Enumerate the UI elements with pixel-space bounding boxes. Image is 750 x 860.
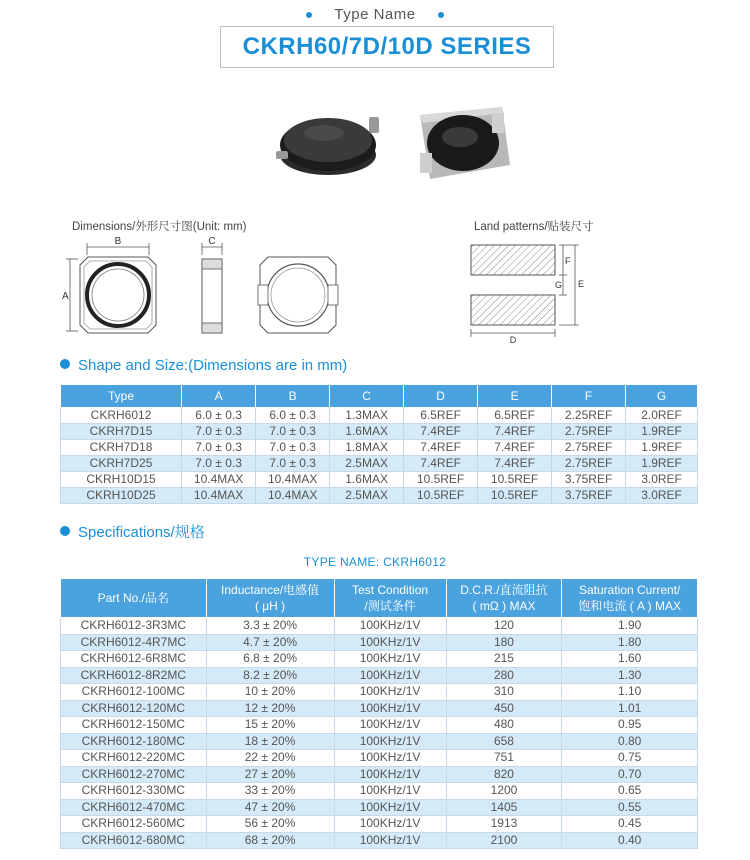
table-cell: 1.9REF <box>626 424 698 440</box>
table-cell: 10 ± 20% <box>206 684 334 701</box>
table-cell: 2.0REF <box>626 408 698 424</box>
table-cell: 10.4MAX <box>182 472 256 488</box>
table-cell: 215 <box>446 651 562 668</box>
table-cell: 2100 <box>446 832 562 849</box>
table-row <box>61 440 698 456</box>
table-cell: CKRH6012-470MC <box>61 799 207 816</box>
table-cell: 2.5MAX <box>330 488 404 504</box>
dimensions-caption: Dimensions/外形尺寸图(Unit: mm) <box>72 221 247 233</box>
table-cell: CKRH6012-150MC <box>61 717 207 734</box>
table-cell: 100KHz/1V <box>334 799 446 816</box>
table-cell: 7.0 ± 0.3 <box>256 424 330 440</box>
land-label-d: D <box>509 335 517 345</box>
table-cell: 100KHz/1V <box>334 634 446 651</box>
table-cell: 2.75REF <box>552 456 626 472</box>
table-row <box>61 618 698 635</box>
table-cell: CKRH6012 <box>61 408 182 424</box>
table-cell: 3.0REF <box>626 472 698 488</box>
table-cell: 3.75REF <box>552 488 626 504</box>
table-cell: CKRH7D18 <box>61 440 182 456</box>
table-cell: 1.60 <box>562 651 698 668</box>
table-cell: 7.0 ± 0.3 <box>182 456 256 472</box>
table-row <box>61 472 698 488</box>
table-cell: 3.0REF <box>626 488 698 504</box>
table-cell: 100KHz/1V <box>334 717 446 734</box>
table-cell: 68 ± 20% <box>206 832 334 849</box>
land-label-e: E <box>578 279 585 289</box>
table-cell: 100KHz/1V <box>334 832 446 849</box>
table-cell: 10.5REF <box>404 488 478 504</box>
table-cell: 100KHz/1V <box>334 651 446 668</box>
table-cell: CKRH10D25 <box>61 488 182 504</box>
table-cell: 1.6MAX <box>330 472 404 488</box>
table-cell: 7.0 ± 0.3 <box>256 440 330 456</box>
shape-size-title: Shape and Size:(Dimensions are in mm) <box>78 357 348 374</box>
table-cell: 10.4MAX <box>256 472 330 488</box>
table-cell: 33 ± 20% <box>206 783 334 800</box>
table-cell: 0.45 <box>562 816 698 833</box>
table-cell: 180 <box>446 634 562 651</box>
bullet-dot-icon <box>60 526 70 536</box>
table-cell: 1.30 <box>562 667 698 684</box>
table-row <box>61 766 698 783</box>
table-cell: 6.8 ± 20% <box>206 651 334 668</box>
table-cell: 280 <box>446 667 562 684</box>
table-cell: 100KHz/1V <box>334 816 446 833</box>
column-header: Type <box>61 385 182 408</box>
table-row <box>61 733 698 750</box>
table-cell: 7.0 ± 0.3 <box>256 456 330 472</box>
dim-label-b: B <box>114 236 122 247</box>
table-cell: CKRH10D15 <box>61 472 182 488</box>
table-cell: 27 ± 20% <box>206 766 334 783</box>
table-cell: 6.5REF <box>478 408 552 424</box>
shape-size-heading <box>60 357 347 374</box>
table-cell: 18 ± 20% <box>206 733 334 750</box>
table-cell: 10.4MAX <box>182 488 256 504</box>
table-cell: CKRH6012-680MC <box>61 832 207 849</box>
table-cell: 56 ± 20% <box>206 816 334 833</box>
type-name-row <box>0 6 750 26</box>
bullet-dot-icon <box>60 359 70 369</box>
table-cell: CKRH6012-8R2MC <box>61 667 207 684</box>
table-cell: 3.3 ± 20% <box>206 618 334 635</box>
table-cell: 4.7 ± 20% <box>206 634 334 651</box>
table-cell: 7.4REF <box>404 424 478 440</box>
spec-type-name: TYPE NAME: CKRH6012 <box>303 555 447 569</box>
table-cell: 15 ± 20% <box>206 717 334 734</box>
table-cell: 2.5MAX <box>330 456 404 472</box>
table-cell: 100KHz/1V <box>334 618 446 635</box>
table-cell: 22 ± 20% <box>206 750 334 767</box>
table-cell: 1.90 <box>562 618 698 635</box>
table-row <box>61 816 698 833</box>
table-row <box>61 456 698 472</box>
table-cell: 0.55 <box>562 799 698 816</box>
column-header: Inductance/电感值 ( μH ) <box>206 579 334 618</box>
table-cell: 1.8MAX <box>330 440 404 456</box>
table-row <box>61 783 698 800</box>
table-cell: CKRH6012-220MC <box>61 750 207 767</box>
table-row <box>61 684 698 701</box>
table-cell: 8.2 ± 20% <box>206 667 334 684</box>
table-cell: CKRH6012-100MC <box>61 684 207 701</box>
table-cell: 0.40 <box>562 832 698 849</box>
column-header: Saturation Current/ 饱和电流 ( A ) MAX <box>562 579 698 618</box>
table-cell: 100KHz/1V <box>334 700 446 717</box>
product-photo-round <box>276 117 379 175</box>
type-name-label: Type Name <box>334 6 416 23</box>
table-cell: 0.70 <box>562 766 698 783</box>
table-cell: 2.75REF <box>552 440 626 456</box>
column-header: Part No./品名 <box>61 579 207 618</box>
table-cell: 100KHz/1V <box>334 766 446 783</box>
table-cell: 751 <box>446 750 562 767</box>
bottom-view <box>258 257 338 333</box>
table-row <box>61 424 698 440</box>
product-photo-square <box>420 107 510 179</box>
dim-label-a: A <box>62 291 69 302</box>
table-cell: CKRH6012-270MC <box>61 766 207 783</box>
column-header: G <box>626 385 698 408</box>
product-photos <box>270 95 530 185</box>
table-cell: CKRH6012-330MC <box>61 783 207 800</box>
table-cell: 7.4REF <box>478 456 552 472</box>
column-header: C <box>330 385 404 408</box>
land-pad-top <box>471 245 555 275</box>
table-cell: 120 <box>446 618 562 635</box>
table-row <box>61 832 698 849</box>
table-cell: 1.10 <box>562 684 698 701</box>
table-row <box>61 700 698 717</box>
table-cell: 7.0 ± 0.3 <box>182 424 256 440</box>
land-pad-bottom <box>471 295 555 325</box>
specifications-table <box>60 578 698 849</box>
table-cell: 1200 <box>446 783 562 800</box>
column-header: D.C.R./直流阻抗 ( mΩ ) MAX <box>446 579 562 618</box>
table-cell: 10.5REF <box>478 488 552 504</box>
table-cell: 2.75REF <box>552 424 626 440</box>
table-cell: 450 <box>446 700 562 717</box>
table-cell: 47 ± 20% <box>206 799 334 816</box>
table-cell: 1.80 <box>562 634 698 651</box>
table-cell: 100KHz/1V <box>334 667 446 684</box>
table-cell: 10.5REF <box>478 472 552 488</box>
table-header-row <box>61 579 698 618</box>
column-header: D <box>404 385 478 408</box>
table-cell: 7.4REF <box>478 424 552 440</box>
table-cell: 480 <box>446 717 562 734</box>
table-row <box>61 750 698 767</box>
side-view <box>202 243 222 333</box>
table-cell: 0.95 <box>562 717 698 734</box>
dimension-drawing <box>60 235 360 340</box>
table-cell: 1.01 <box>562 700 698 717</box>
table-cell: 1913 <box>446 816 562 833</box>
table-row <box>61 651 698 668</box>
table-cell: CKRH7D15 <box>61 424 182 440</box>
table-row <box>61 799 698 816</box>
table-cell: 7.0 ± 0.3 <box>182 440 256 456</box>
column-header: B <box>256 385 330 408</box>
table-cell: 6.0 ± 0.3 <box>182 408 256 424</box>
table-cell: 12 ± 20% <box>206 700 334 717</box>
table-cell: 658 <box>446 733 562 750</box>
table-cell: 100KHz/1V <box>334 783 446 800</box>
table-cell: 100KHz/1V <box>334 733 446 750</box>
table-row <box>61 717 698 734</box>
table-cell: 0.75 <box>562 750 698 767</box>
table-cell: 1.9REF <box>626 456 698 472</box>
table-cell: 0.65 <box>562 783 698 800</box>
table-cell: 3.75REF <box>552 472 626 488</box>
land-patterns-caption: Land patterns/贴装尺寸 <box>474 221 594 233</box>
land-pattern-drawing <box>455 235 605 345</box>
column-header: F <box>552 385 626 408</box>
table-row <box>61 408 698 424</box>
table-cell: CKRH6012-4R7MC <box>61 634 207 651</box>
table-cell: 820 <box>446 766 562 783</box>
column-header: E <box>478 385 552 408</box>
table-cell: 10.4MAX <box>256 488 330 504</box>
table-cell: 10.5REF <box>404 472 478 488</box>
table-cell: 7.4REF <box>404 456 478 472</box>
table-cell: 310 <box>446 684 562 701</box>
accent-dot <box>438 12 444 18</box>
table-cell: 1.9REF <box>626 440 698 456</box>
table-cell: 6.0 ± 0.3 <box>256 408 330 424</box>
table-header-row <box>61 385 698 408</box>
series-title: CKRH60/7D/10D SERIES <box>220 26 554 68</box>
shape-size-table <box>60 384 698 504</box>
column-header: A <box>182 385 256 408</box>
table-cell: 7.4REF <box>404 440 478 456</box>
table-cell: CKRH7D25 <box>61 456 182 472</box>
table-row <box>61 667 698 684</box>
land-label-g: G <box>555 280 563 290</box>
table-cell: CKRH6012-120MC <box>61 700 207 717</box>
table-cell: 7.4REF <box>478 440 552 456</box>
table-cell: 1.3MAX <box>330 408 404 424</box>
table-cell: 0.80 <box>562 733 698 750</box>
table-cell: 100KHz/1V <box>334 684 446 701</box>
dim-label-c: C <box>208 236 216 247</box>
table-cell: CKRH6012-6R8MC <box>61 651 207 668</box>
table-cell: 1.6MAX <box>330 424 404 440</box>
table-cell: CKRH6012-3R3MC <box>61 618 207 635</box>
table-cell: CKRH6012-180MC <box>61 733 207 750</box>
accent-dot <box>306 12 312 18</box>
table-cell: 6.5REF <box>404 408 478 424</box>
table-row <box>61 488 698 504</box>
specifications-heading <box>60 521 205 542</box>
table-cell: 100KHz/1V <box>334 750 446 767</box>
land-label-f: F <box>565 256 571 266</box>
table-cell: 1405 <box>446 799 562 816</box>
table-cell: CKRH6012-560MC <box>61 816 207 833</box>
table-cell: 2.25REF <box>552 408 626 424</box>
specifications-title: Specifications/规格 <box>78 524 205 541</box>
table-row <box>61 634 698 651</box>
column-header: Test Condition /测试条件 <box>334 579 446 618</box>
top-view <box>66 243 156 333</box>
